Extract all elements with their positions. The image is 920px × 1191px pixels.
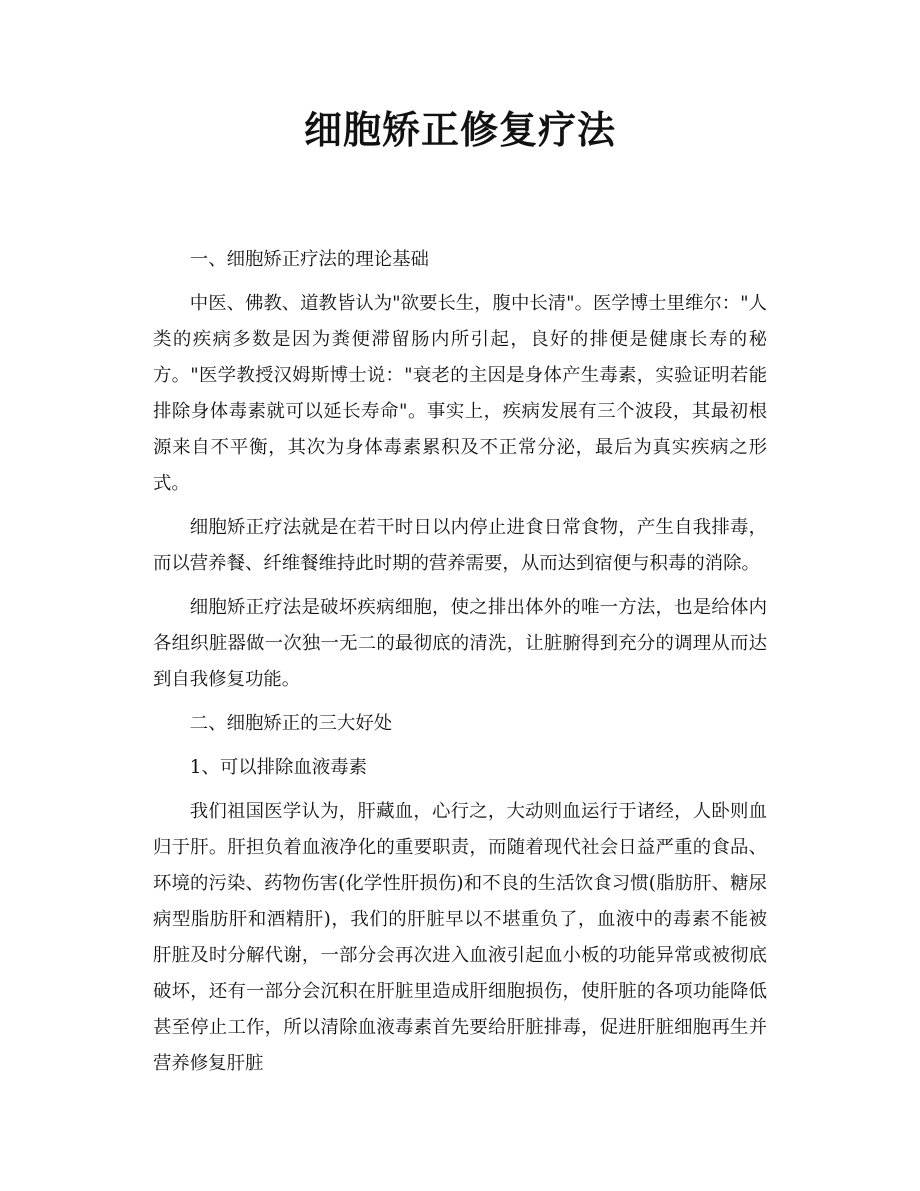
paragraph: 细胞矫正疗法是破坏疾病细胞，使之排出体外的唯一方法，也是给体内各组织脏器做一次独一无二的最彻底的清洗，让脏腑得到充分的调理从而达到自我修复功能。	[153, 597, 767, 690]
paragraph: 中医、佛教、道教皆认为"欲要长生，腹中长清"。医学博士里维尔："人类的疾病多数是因为粪便滞留肠内所引起，良好的排便是健康长寿的秘方。"医学教授汉姆斯博士说："衰老的主因是身体产生毒素，实验证明若能排除身体毒素就可以延长寿命"。事实上，疾病发展有三个波段，其最初根源来自不平衡，其次为身体毒素累积及不正常分泌，最后为真实疾病之形式。	[153, 293, 767, 494]
section-heading-2: 二、细胞矫正的三大好处	[189, 713, 393, 734]
paragraph: 我们祖国医学认为，肝藏血，心行之，大动则血运行于诸经，人卧则血归于肝。肝担负着血液净化的重要职责，而随着现代社会日益严重的食品、环境的污染、药物伤害(化学性肝损伤)和不良的生活饮食习惯(脂肪肝、糖尿病型脂肪肝和酒精肝)，我们的肝脏早以不堪重负了，血液中的毒素不能被肝脏及时分解代谢，一部分会再次进入血液引起血小板的功能异常或被彻底破坏，还有一部分会沉积在肝脏里造成肝细胞损伤，使肝脏的各项功能降低甚至停止工作，所以清除血液毒素首先要给肝脏排毒，促进肝脏细胞再生并营养修复肝脏	[153, 801, 767, 1074]
section-heading-1: 一、细胞矫正疗法的理论基础	[189, 249, 429, 270]
paragraph: 细胞矫正疗法就是在若干时日以内停止进食日常食物，产生自我排毒，而以营养餐、纤维餐维持此时期的营养需要，从而达到宿便与积毒的消除。	[153, 517, 767, 574]
subheading-1: 1、可以排除血液毒素	[189, 757, 368, 778]
document-title: 细胞矫正修复疗法	[303, 108, 616, 152]
document-body	[153, 242, 767, 1090]
